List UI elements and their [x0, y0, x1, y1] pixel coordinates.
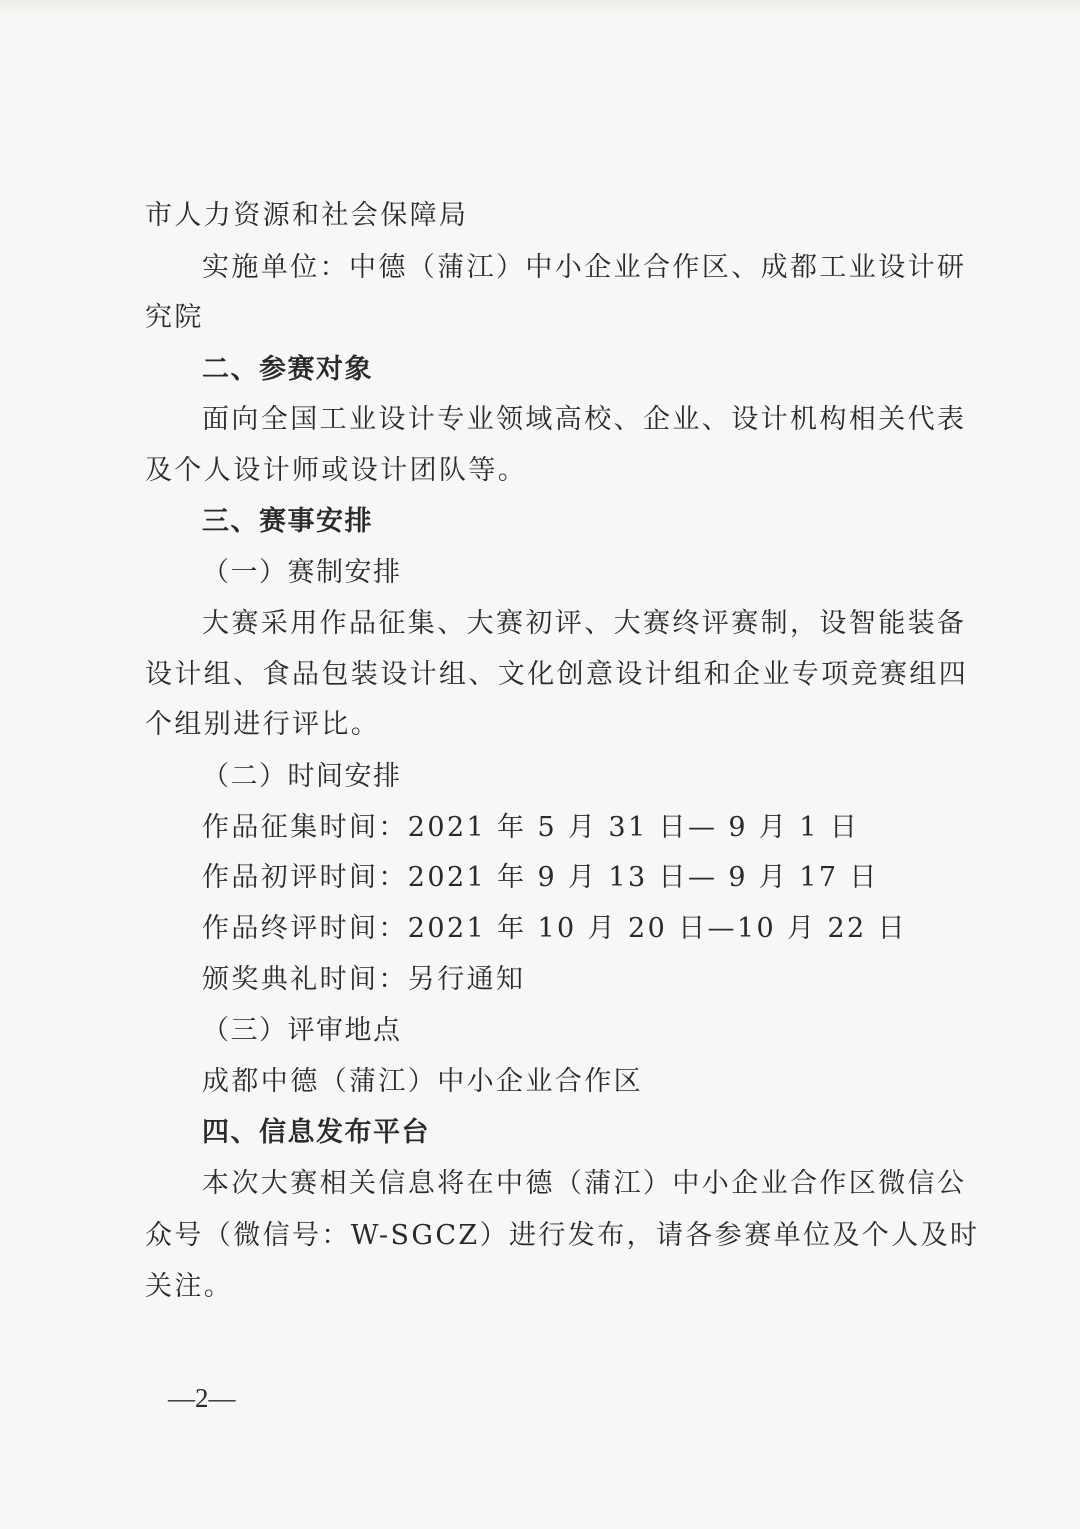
schedule-line: 作品初评时间：2021 年 9 月 13 日— 9 月 17 日 — [202, 862, 879, 893]
schedule-line: 作品终评时间：2021 年 10 月 20 日—10 月 22 日 — [202, 913, 907, 944]
text-line: 实施单位：中德（蒲江）中小企业合作区、成都工业设计研 — [202, 252, 967, 283]
text-line: 个组别进行评比。 — [145, 709, 381, 740]
section-heading: 三、赛事安排 — [202, 506, 373, 537]
text-line: 本次大赛相关信息将在中德（蒲江）中小企业合作区微信公 — [202, 1168, 967, 1199]
section-heading: 四、信息发布平台 — [202, 1117, 430, 1148]
text-line: 及个人设计师或设计团队等。 — [145, 455, 528, 486]
subsection-heading: （三）评审地点 — [202, 1015, 402, 1046]
subsection-heading: （二）时间安排 — [202, 761, 402, 792]
schedule-line: 作品征集时间：2021 年 5 月 31 日— 9 月 1 日 — [202, 812, 860, 843]
text-line: 市人力资源和社会保障局 — [145, 200, 469, 231]
text-line: 成都中德（蒲江）中小企业合作区 — [202, 1066, 643, 1097]
text-line: 究院 — [145, 302, 204, 333]
text-line: 大赛采用作品征集、大赛初评、大赛终评赛制，设智能装备 — [202, 608, 967, 639]
schedule-line: 颁奖典礼时间：另行通知 — [202, 964, 526, 995]
scan-edge-shadow — [0, 0, 1080, 14]
subsection-heading: （一）赛制安排 — [202, 557, 402, 588]
page-number: —2— — [168, 1383, 236, 1413]
text-line: 关注。 — [145, 1271, 234, 1302]
text-line: 设计组、食品包装设计组、文化创意设计组和企业专项竞赛组四 — [145, 659, 969, 690]
text-line: 众号（微信号：W-SGCZ）进行发布，请各参赛单位及个人及时 — [145, 1220, 980, 1251]
text-line: 面向全国工业设计专业领域高校、企业、设计机构相关代表 — [202, 404, 967, 435]
section-heading: 二、参赛对象 — [202, 354, 373, 385]
